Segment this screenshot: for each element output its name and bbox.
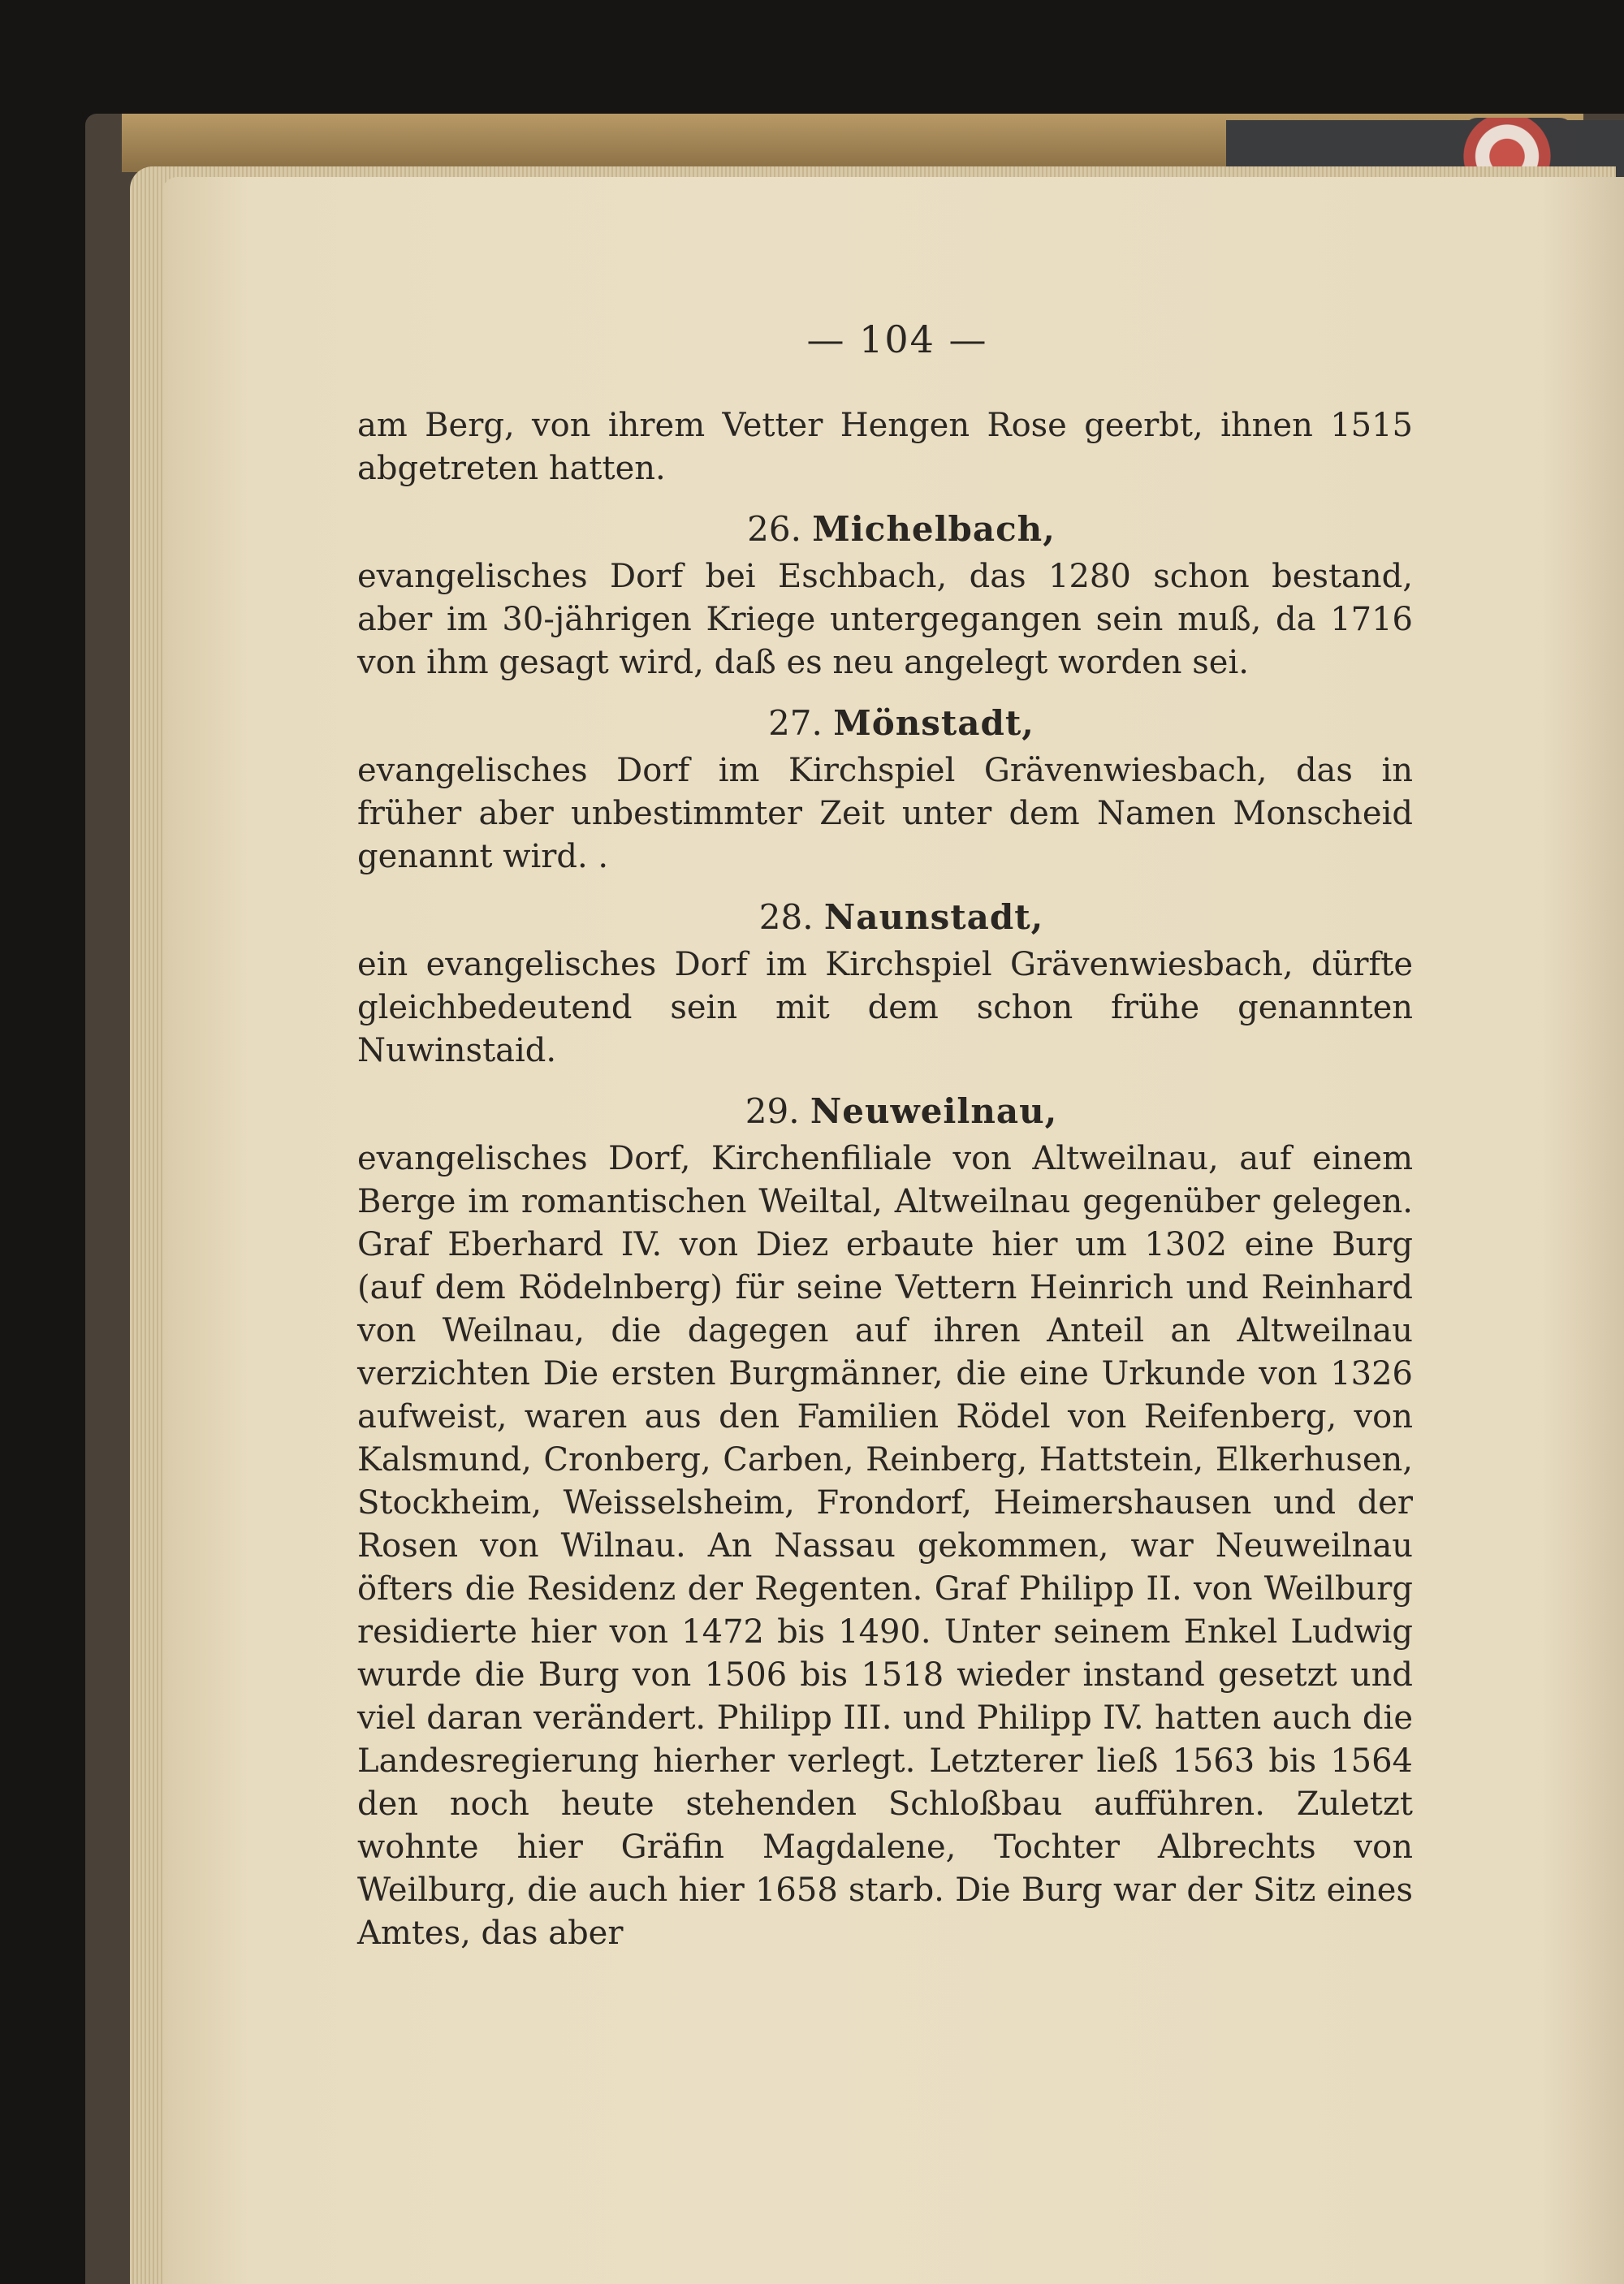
entry-number: 27. bbox=[768, 703, 823, 743]
page-text bbox=[357, 317, 1413, 1955]
entry-name: Michelbach, bbox=[812, 509, 1056, 549]
entry-text-27: evangelisches Dorf im Kirchspiel Grävenwiesbach, das in früher aber unbestimmter Zeit unter dem Namen Monscheid genannt wird. . bbox=[357, 752, 1413, 875]
entry-heading-26 bbox=[390, 507, 1413, 552]
entry-name: Naunstadt, bbox=[823, 897, 1044, 937]
intro-paragraph: am Berg, von ihrem Vetter Hengen Rose geerbt, ihnen 1515 abgetreten hatten. bbox=[357, 407, 1413, 487]
entry-number: 26. bbox=[747, 509, 801, 549]
entry-text-29: evangelisches Dorf, Kirchenfiliale von Altweilnau, auf einem Berge im romantischen Weiltal, Altweilnau gegenüber gelegen. Graf Eberhard IV. von Diez erbaute hier um 1302 eine Burg (auf dem Rödelnberg) für seine Vettern Heinrich und Reinhard von Weilnau, die dagegen auf ihren Anteil an Altweilnau verzichten Die ersten Burgmänner, die eine Urkunde von 1326 aufweist, waren aus den Familien Rödel von Reifenberg, von Kalsmund, Cronberg, Carben, Reinberg, Hattstein, Elkerhusen, Stockheim, Weisselsheim, Frondorf, Heimershausen und der Rosen von Wilnau. An Nassau gekommen, war Neuweilnau öfters die Residenz der Regenten. Graf Philipp II. von Weilburg residierte hier von 1472 bis 1490. Unter seinem Enkel Ludwig wurde die Burg von 1506 bis 1518 wieder instand gesetzt und viel daran verändert. Philipp III. und Philipp IV. hatten auch die Landesregierung hierher verlegt. Letzterer ließ 1563 bis 1564 den noch heute stehenden Schloßbau aufführen. Zuletzt wohnte hier Gräfin Magdalene, Tochter Albrechts von Weilburg, die auch hier 1658 starb. Die Burg war der Sitz eines Amtes, das aber bbox=[357, 1140, 1413, 1952]
page-number: — 104 — bbox=[806, 317, 988, 361]
entry-text-28: ein evangelisches Dorf im Kirchspiel Grävenwiesbach, dürfte gleichbedeutend sein mit dem schon frühe genannten Nuwinstaid. bbox=[357, 946, 1413, 1069]
gutter-shadow bbox=[1543, 177, 1624, 2284]
entry-number: 28. bbox=[758, 897, 814, 937]
entry-name: Neuweilnau, bbox=[810, 1091, 1058, 1131]
entry-name: Mönstadt, bbox=[833, 703, 1034, 743]
entry-text-26: evangelisches Dorf bei Eschbach, das 1280 schon bestand, aber im 30-jährigen Kriege untergegangen sein muß, da 1716 von ihm gesagt wird, daß es neu angelegt worden sei. bbox=[357, 558, 1413, 681]
entry-heading-29 bbox=[390, 1089, 1413, 1134]
entry-heading-28 bbox=[390, 895, 1413, 940]
entry-heading-27 bbox=[390, 701, 1413, 746]
entry-number: 29. bbox=[745, 1091, 800, 1131]
